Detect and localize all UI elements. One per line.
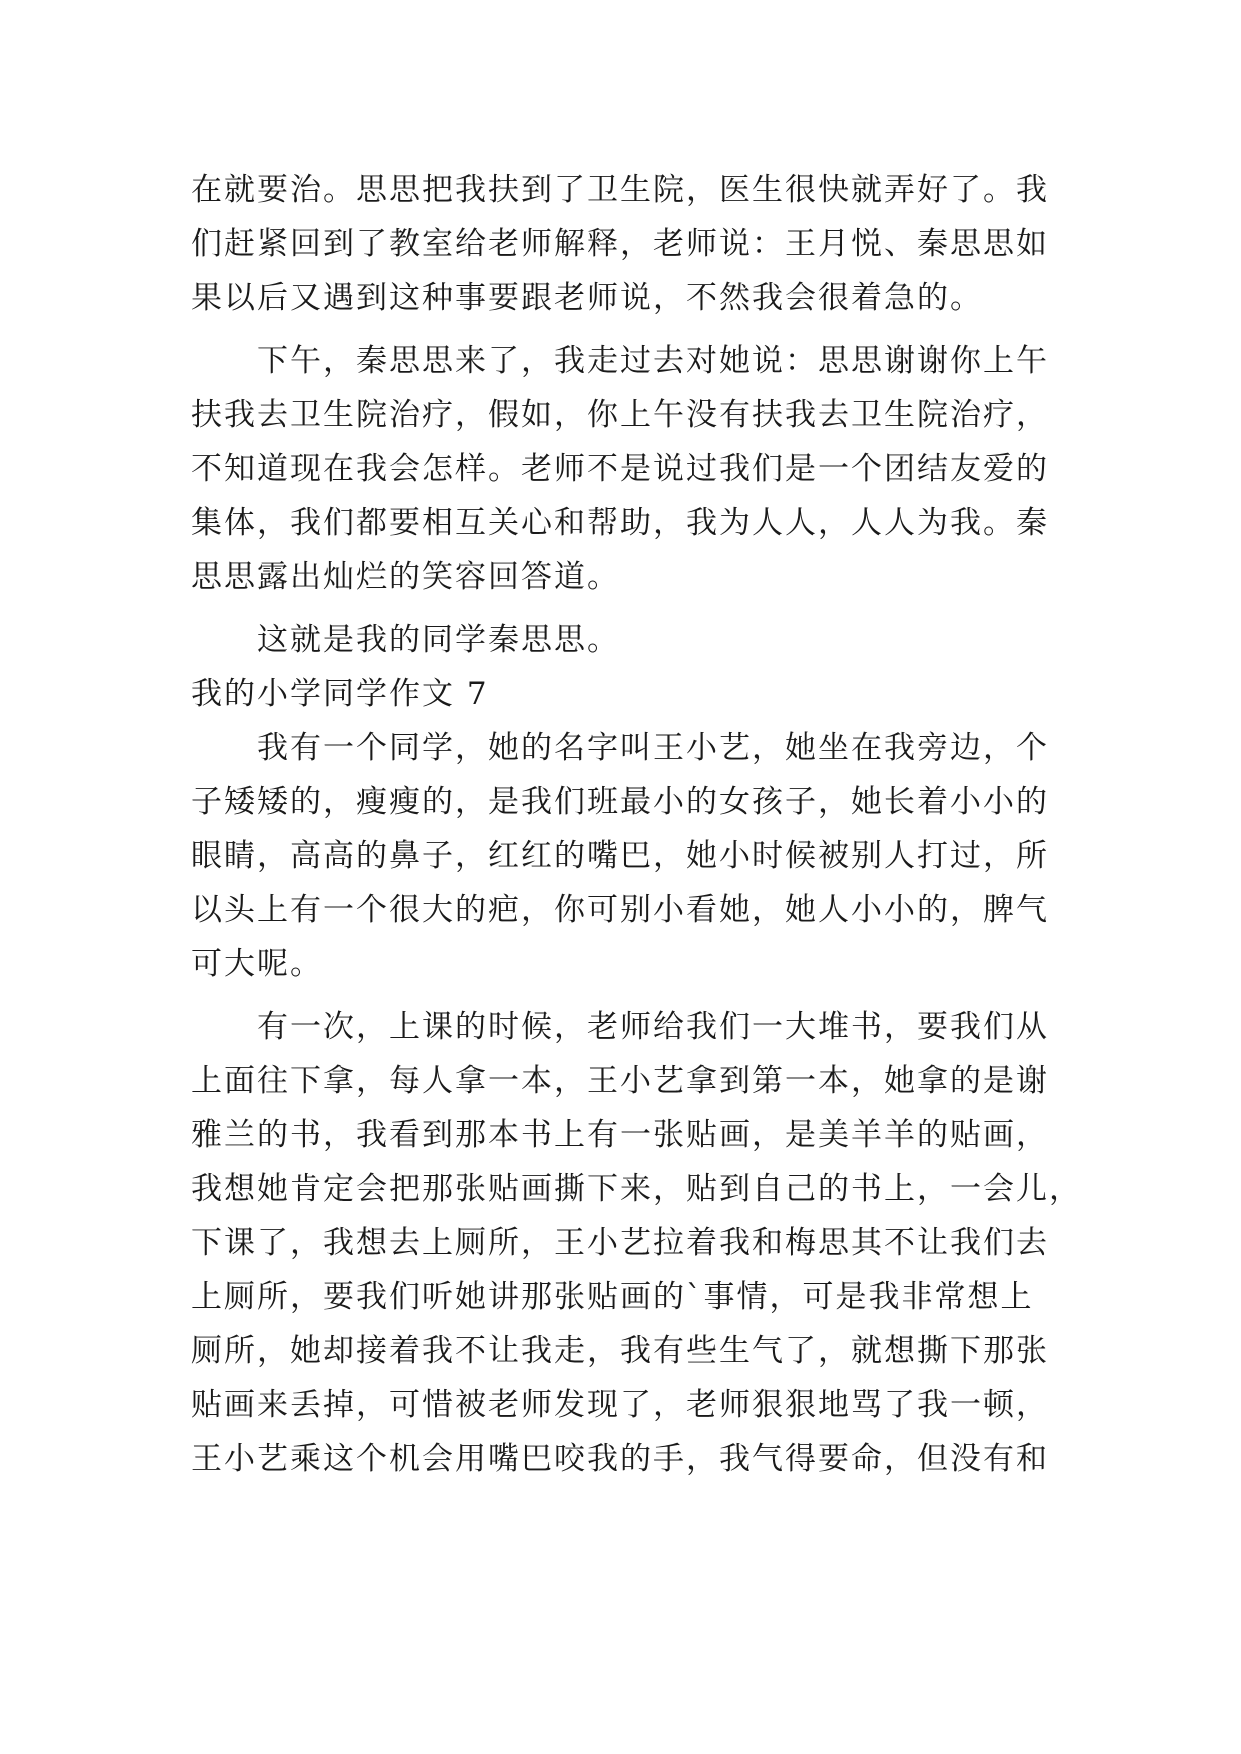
paragraph bbox=[191, 613, 1051, 667]
text-line: 我想她肯定会把那张贴画撕下来，贴到自己的书上，一会儿， bbox=[191, 1171, 1082, 1207]
paragraph bbox=[191, 334, 1051, 604]
text-line: 子矮矮的，瘦瘦的，是我们班最小的女孩子，她长着小小的 bbox=[191, 784, 1049, 820]
text-line: 下午，秦思思来了，我走过去对她说：思思谢谢你上午 bbox=[191, 343, 1049, 379]
paragraph bbox=[191, 163, 1051, 325]
document-body bbox=[191, 163, 1082, 1486]
text-line: 王小艺乘这个机会用嘴巴咬我的手，我气得要命，但没有和 bbox=[191, 1441, 1049, 1477]
text-line: 思思露出灿烂的笑容回答道。 bbox=[191, 559, 620, 595]
text-line: 有一次，上课的时候，老师给我们一大堆书，要我们从 bbox=[191, 1009, 1049, 1045]
text-line: 可大呢。 bbox=[191, 946, 323, 982]
text-line: 不知道现在我会怎样。老师不是说过我们是一个团结友爱的 bbox=[191, 451, 1049, 487]
text-line: 扶我去卫生院治疗，假如，你上午没有扶我去卫生院治疗， bbox=[191, 397, 1049, 433]
text-line: 下课了，我想去上厕所，王小艺拉着我和梅思其不让我们去 bbox=[191, 1225, 1049, 1261]
text-line: 在就要治。思思把我扶到了卫生院，医生很快就弄好了。我 bbox=[191, 172, 1049, 208]
text-line: 上面往下拿，每人拿一本，王小艺拿到第一本，她拿的是谢 bbox=[191, 1063, 1049, 1099]
text-line: 果以后又遇到这种事要跟老师说，不然我会很着急的。 bbox=[191, 280, 983, 316]
paragraph bbox=[191, 1000, 1082, 1486]
heading-text: 我的小学同学作文 7 bbox=[191, 676, 489, 712]
text-line: 我有一个同学，她的名字叫王小艺，她坐在我旁边，个 bbox=[191, 730, 1049, 766]
text-line: 这就是我的同学秦思思。 bbox=[191, 622, 620, 658]
text-line: 上厕所，要我们听她讲那张贴画的`事情，可是我非常想上 bbox=[191, 1279, 1034, 1315]
text-line: 贴画来丢掉，可惜被老师发现了，老师狠狠地骂了我一顿， bbox=[191, 1387, 1049, 1423]
section-heading bbox=[191, 667, 1051, 721]
text-line: 以头上有一个很大的疤，你可别小看她，她人小小的，脾气 bbox=[191, 892, 1049, 928]
text-line: 们赶紧回到了教室给老师解释，老师说：王月悦、秦思思如 bbox=[191, 226, 1049, 262]
text-line: 雅兰的书，我看到那本书上有一张贴画，是美羊羊的贴画， bbox=[191, 1117, 1049, 1153]
paragraph bbox=[191, 721, 1051, 991]
text-line: 眼睛，高高的鼻子，红红的嘴巴，她小时候被别人打过，所 bbox=[191, 838, 1049, 874]
text-line: 厕所，她却接着我不让我走，我有些生气了，就想撕下那张 bbox=[191, 1333, 1049, 1369]
text-line: 集体，我们都要相互关心和帮助，我为人人，人人为我。秦 bbox=[191, 505, 1049, 541]
